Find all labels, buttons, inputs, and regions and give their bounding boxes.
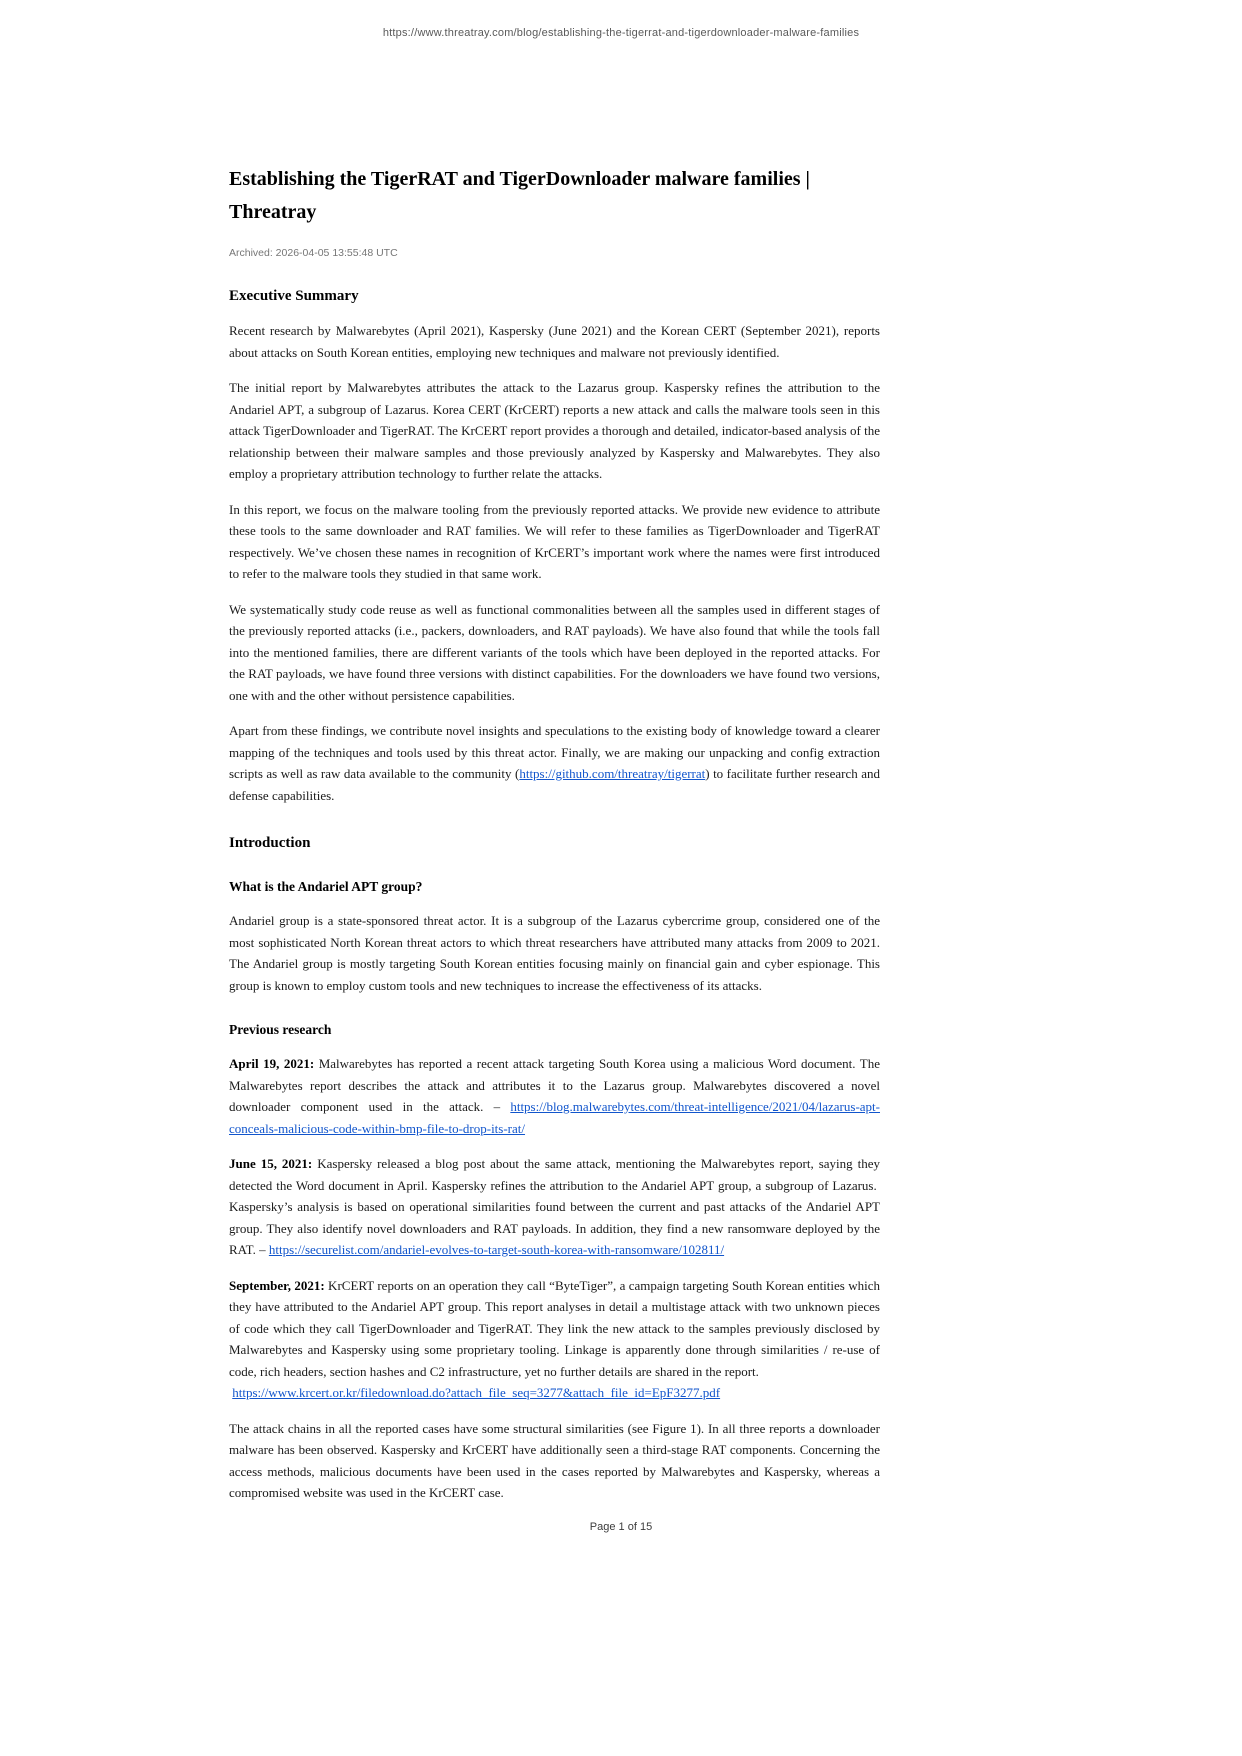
heading-previous-research: Previous research	[229, 1022, 332, 1037]
heading-andariel-group: What is the Andariel APT group?	[229, 879, 423, 894]
paragraph-exec-3: In this report, we focus on the malware tooling from the previously reported attacks. We provide new evidence to attribute these tools to the same downloader and RAT families. We will refer to these families as TigerDownloader and TigerRAT respectively. We’ve chosen these names in recognition of KrCERT’s important work where the names were first introduced to refer to the malware tools they studied in that same work.	[229, 501, 880, 581]
securelist-report-link[interactable]: https://securelist.com/andariel-evolves-to-target-south-korea-with-ransomware/102811/	[268, 1242, 725, 1257]
date-april-19-2021: April 19, 2021:	[229, 1056, 315, 1071]
page-title: Establishing the TigerRAT and TigerDownloader malware families | Threatray	[229, 168, 810, 223]
paragraph-june-2021: June 15, 2021: Kaspersky released a blog post about the same attack, mentioning the Malwarebytes report, saying they detected the Word document in April. Kaspersky refines the attribution to the Andariel APT group, a subgroup of Lazarus. Kaspersky’s analysis is based on operational similarities found between the current and past attacks of the Andariel APT group. They also identify novel downloaders and RAT payloads. In addition, they find a new ransomware deployed by the RAT. – https://securelist.com/andariel-evolves-to-target-south-korea-with-ransomware/102811/	[229, 1156, 880, 1257]
github-repo-link[interactable]: https://github.com/threatray/tigerrat	[519, 766, 706, 781]
archived-timestamp: Archived: 2026-04-05 13:55:48 UTC	[229, 247, 398, 259]
article-body	[229, 286, 880, 1504]
article	[229, 0, 880, 1504]
paragraph-april-2021: April 19, 2021: Malwarebytes has reported a recent attack targeting South Korea using a malicious Word document. The Malwarebytes report describes the attack and attributes it to the Lazarus group. Malwarebytes discovered a novel downloader component used in the attack. – https://blog.malwarebytes.com/threat-intelligence/2021/04/lazarus-apt-conceals-malicious-code-within-bmp-file-to-drop-its-rat/	[229, 1056, 880, 1136]
paragraph-attack-chains: The attack chains in all the reported cases have some structural similarities (see Figure 1). In all three reports a downloader malware has been observed. Kaspersky and KrCERT have additionally seen a third-stage RAT components. Concerning the access methods, malicious documents have been used in the cases reported by Malwarebytes and Kaspersky, whereas a compromised website was used in the KrCERT case.	[229, 1420, 880, 1500]
paragraph-exec-4: We systematically study code reuse as well as functional commonalities between all the samples used in different stages of the previously reported attacks (i.e., packers, downloaders, and RAT payloads). We have also found that while the tools fall into the mentioned families, there are different variants of the tools which have been deployed in the reported attacks. For the RAT payloads, we have found three versions with distinct capabilities. For the downloaders we have found two versions, one with and the other without persistence capabilities.	[229, 601, 880, 703]
paragraph-exec-5: Apart from these findings, we contribute novel insights and speculations to the existing body of knowledge toward a clearer mapping of the techniques and tools used by this threat actor. Finally, we are making our unpacking and config extraction scripts as well as raw data available to the community (https://github.com/threatray/tigerrat) to facilitate further research and defense capabilities.	[229, 723, 880, 803]
krcert-report-link[interactable]: https://www.krcert.or.kr/filedownload.do?attach_file_seq=3277&attach_file_id=EpF3277.pdf	[232, 1385, 721, 1400]
paragraph-september-2021: September, 2021: KrCERT reports on an operation they call “ByteTiger”, a campaign targeting South Korean entities which they have attributed to the Andariel APT group. This report analyses in detail a multistage attack with two unknown pieces of code which they call TigerDownloader and TigerRAT. They link the new attack to the samples previously disclosed by Malwarebytes and Kaspersky using some proprietary tooling. Linkage is apparently done through similarities / re-use of code, rich headers, section hashes and C2 infrastructure, yet no further details are shared in the report. https://www.krcert.or.kr/filedownload.do?attach_file_seq=3277&attach_file_id=EpF3277.pdf	[229, 1277, 880, 1400]
malwarebytes-report-link[interactable]: https://blog.malwarebytes.com/threat-intelligence/2021/04/lazarus-apt-conceals-malicious-code-within-bmp-file-to-drop-its-rat/	[229, 1099, 880, 1136]
paragraph-exec-2: The initial report by Malwarebytes attributes the attack to the Lazarus group. Kaspersky refines the attribution to the Andariel APT, a subgroup of Lazarus. Korea CERT (KrCERT) reports a new attack and calls the malware tools seen in this attack TigerDownloader and TigerRAT. The KrCERT report provides a thorough and detailed, indicator-based analysis of the relationship between their malware samples and those previously analyzed by Kaspersky and Malwarebytes. They also employ a proprietary attribution technology to further relate the attacks.	[229, 380, 880, 481]
date-september-2021: September, 2021:	[229, 1277, 325, 1293]
paragraph-exec-1: Recent research by Malwarebytes (April 2021), Kaspersky (June 2021) and the Korean CERT (September 2021), reports about attacks on South Korean entities, employing new techniques and malware not previously identified.	[229, 323, 880, 360]
heading-introduction: Introduction	[229, 835, 311, 851]
date-june-15-2021: June 15, 2021:	[229, 1156, 313, 1171]
page-number: Page 1 of 15	[589, 1521, 653, 1533]
heading-executive-summary: Executive Summary	[229, 288, 359, 304]
paragraph-andariel: Andariel group is a state-sponsored threat actor. It is a subgroup of the Lazarus cybercrime group, considered one of the most sophisticated North Korean threat actors to which threat researchers have attributed many attacks from 2009 to 2021. The Andariel group is mostly targeting South Korean entities focusing mainly on financial gain and cyber espionage. This group is known to employ custom tools and new techniques to increase the effectiveness of its attacks.	[229, 913, 880, 993]
source-url: https://www.threatray.com/blog/establishing-the-tigerrat-and-tigerdownloader-malware-families	[382, 27, 860, 39]
